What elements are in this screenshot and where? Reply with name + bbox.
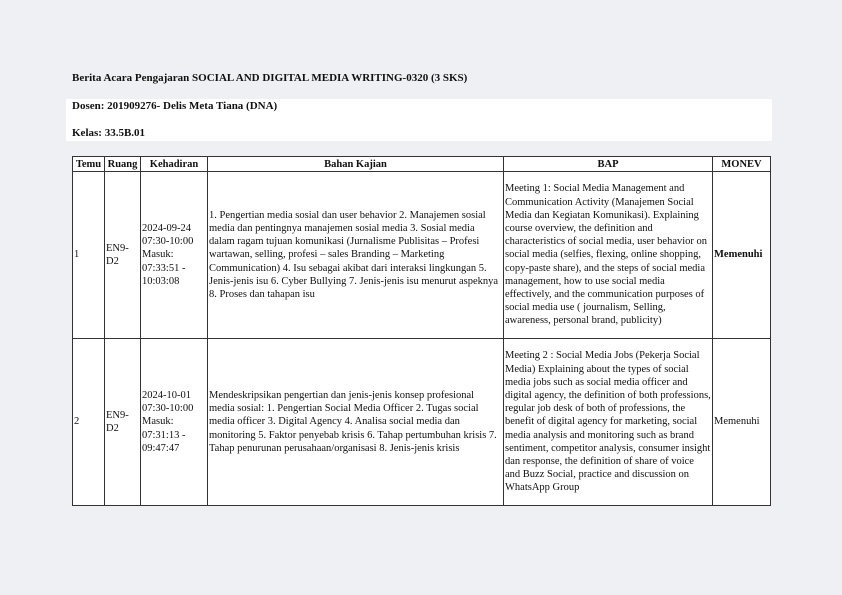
attendance-out-time: 10:03:08	[142, 275, 180, 287]
attendance-in-time: 07:31:13 -	[142, 429, 186, 441]
attendance-in-label: Masuk:	[142, 416, 174, 428]
attendance-schedule: 07:30-10:00	[142, 403, 194, 415]
column-header-monev: MONEV	[713, 157, 771, 172]
column-header-temu: Temu	[73, 157, 105, 172]
table-row	[73, 172, 771, 339]
class-info: Kelas: 33.5B.01	[72, 127, 146, 139]
attendance-in-label: Masuk:	[142, 249, 174, 261]
cell-bahan-kajian: Mendeskripsikan pengertian dan jenis-jenis konsep profesional media sosial: 1. Pengertian Social Media Officer 2. Tugas social media officer 3. Digital Agency 4. Analisa social media dan monitoring 5. Faktor penyebab krisis 6. Tahap pertumbuhan krisis 7. Tahap penurunan perusahaan/organisasi 8. Jenis-jenis krisis	[208, 339, 504, 506]
cell-ruang: EN9-D2	[105, 339, 141, 506]
table-row	[73, 339, 771, 506]
column-header-ruang: Ruang	[105, 157, 141, 172]
cell-bahan-kajian: 1. Pengertian media sosial dan user behavior 2. Manajemen sosial media dan pentingnya manajemen sosial media 3. Sosial media dalam ragam tujuan komunikasi (Jurnalisme Publisitas – Profesi wartawan, selling, profesi – sales Branding – Marketing Communication) 4. Isu sebagai akibat dari interaksi lingkungan 5. Jenis-jenis isu 6. Cyber Bullying 7. Jenis-jenis isu menurut aspeknya 8. Proses dan tahapan isu	[208, 172, 504, 339]
table-header-row	[73, 157, 771, 172]
attendance-schedule: 07:30-10:00	[142, 236, 194, 248]
cell-bap: Meeting 2 : Social Media Jobs (Pekerja Social Media) Explaining about the types of social media jobs such as social media officer and digital agency, the definition of both professions, regular job desk of both of professions, the benefit of digital agency for marketing, social media analysis and monitoring such as brand sentiment, competitor analysis, consumer insight dan response, the definition of share of voice and Buzz Social, practice and discussion on WhatsApp Group	[504, 339, 713, 506]
cell-temu: 1	[73, 172, 105, 339]
teaching-report-table	[72, 156, 771, 506]
column-header-bahan-kajian: Bahan Kajian	[208, 157, 504, 172]
attendance-in-time: 07:33:51 -	[142, 262, 186, 274]
cell-bap: Meeting 1: Social Media Management and Communication Activity (Manajemen Social Media dan Kegiatan Komunikasi). Explaining course overview, the definition and characteristics of social media, user behavior on social media (selfies, flexing, online shopping, copy-paste share), and the steps of social media management, how to use social media effectively, and the communication purposes of social media use ( journalism, Selling, awareness, personal brand, publicity)	[504, 172, 713, 339]
cell-temu: 2	[73, 339, 105, 506]
attendance-out-time: 09:47:47	[142, 442, 180, 454]
cell-monev: Memenuhi	[713, 339, 771, 506]
cell-ruang: EN9-D2	[105, 172, 141, 339]
cell-monev: Memenuhi	[713, 172, 771, 339]
cell-kehadiran	[141, 339, 208, 506]
cell-kehadiran	[141, 172, 208, 339]
attendance-date: 2024-10-01	[142, 389, 191, 401]
lecturer-info: Dosen: 201909276- Delis Meta Tiana (DNA)	[72, 100, 278, 112]
attendance-date: 2024-09-24	[142, 222, 191, 234]
column-header-kehadiran: Kehadiran	[141, 157, 208, 172]
column-header-bap: BAP	[504, 157, 713, 172]
document-title: Berita Acara Pengajaran SOCIAL AND DIGITAL MEDIA WRITING-0320 (3 SKS)	[72, 72, 468, 84]
